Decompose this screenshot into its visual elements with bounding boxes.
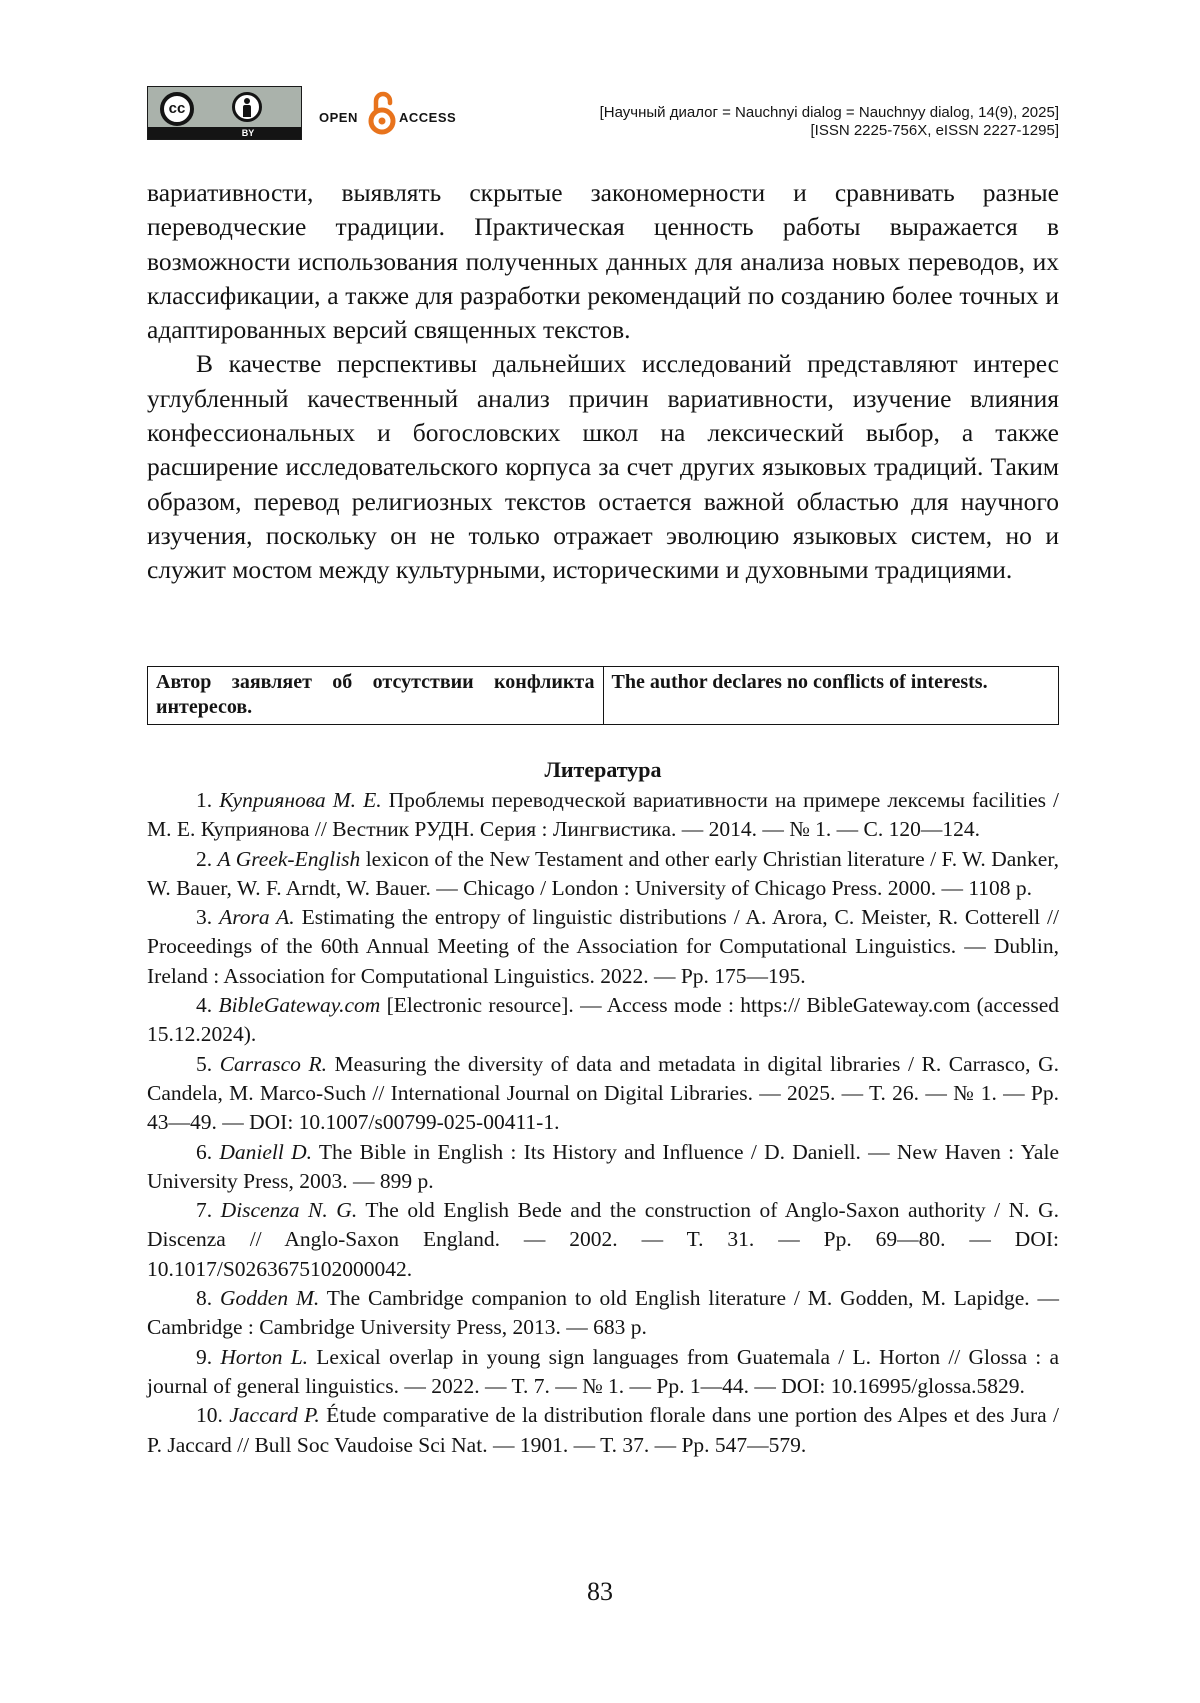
reference-author: Daniell D. [219,1139,313,1164]
open-lock-icon [367,90,397,136]
journal-citation [600,104,1059,140]
paragraph-perspectives: В качестве перспективы дальнейших исследований представляют интерес углубленный качественный анализ причин вариативности, изучение влияния конфессиональных и богословских школ на лексический выбор, а также расширение исследовательского корпуса за счет других языковых традиций. Таким образом, перевод религиозных текстов остается важной областью для научного изучения, поскольку он не только отражает эволюцию языковых систем, но и служит мостом между культурными, историческими и духовными традициями. [147,349,1059,585]
journal-title-line: [Научный диалог = Nauchnyi dialog = Nauchnyy dialog, 14(9), 2025] [599,104,1059,121]
attribution-person-icon [232,92,262,122]
reference-item: 8. Godden M. The Cambridge companion to old English literature / M. Godden, M. Lapidge. — Cambridge : Cambridge University Press, 2013. — 683 p. [147,1286,1059,1340]
body-text [147,176,1059,588]
reference-author: Godden M. [220,1286,320,1311]
conflict-statement-en: The author declares no conflicts of interests. [603,667,1059,724]
reference-author: Jaccard P. [229,1403,320,1428]
page-number: 83 [587,1577,613,1606]
page-header [147,86,1059,142]
open-label: OPEN [319,110,358,125]
reference-author: Discenza N. G. [220,1198,358,1223]
open-access-logo[interactable] [319,88,469,140]
reference-item: 9. Horton L. Lexical overlap in young sign languages from Guatemala / L. Horton // Glossa : a journal of general linguistics. — 2022. — T. 7. — № 1. — Pp. 1—44. — DOI: 10.16995/glossa.5829. [147,1344,1060,1398]
reference-item: 7. Discenza N. G. The old English Bede and the construction of Anglo-Saxon authority / N. G. Discenza // Anglo-Saxon England. — 2002. — T. 31. — Pp. 69—80. — DOI: 10.1017/S0263675102000042. [147,1198,1060,1281]
cc-icon: cc [160,92,194,126]
references-heading: Литература [544,757,662,782]
journal-issn-line: [ISSN 2225-756X, eISSN 2227-1295] [810,122,1059,139]
reference-item: 10. Jaccard P. Étude comparative de la distribution florale dans une portion des Alpes et des Jura / P. Jaccard // Bull Soc Vaudoise Sci Nat. — 1901. — T. 37. — Pp. 547—579. [147,1403,1059,1457]
reference-item: 5. Carrasco R. Measuring the diversity of data and metadata in digital libraries / R. Carrasco, G. Candela, M. Marco-Such // International Journal on Digital Libraries. — 2025. — T. 26. — № 1. — Pp. 43—49. — DOI: 10.1007/s00799-025-00411-1. [147,1051,1059,1135]
reference-item: 4. BibleGateway.com [Electronic resource]. — Access mode : https:// BibleGateway.com (accessed 15.12.2024). [147,993,1059,1047]
reference-item: 3. Arora A. Estimating the entropy of linguistic distributions / A. Arora, C. Meister, R. Cotterell // Proceedings of the 60th Annual Meeting of the Association for Computational Linguistics. — Dublin, Ireland : Association for Computational Linguistics. 2022. — Pp. 175—195. [147,905,1059,988]
reference-item: 2. A Greek-English lexicon of the New Testament and other early Christian literature / F. W. Danker, W. Bauer, W. F. Arndt, W. Bauer. — Chicago / London : University of Chicago Press. 2000. — 1108 p. [147,846,1060,900]
reference-author: A Greek-English [217,846,361,871]
cc-by-license-badge[interactable] [147,86,302,140]
reference-author: Horton L. [220,1344,309,1369]
reference-item: 6. Daniell D. The Bible in English : Its History and Influence / D. Daniell. — New Haven : Yale University Press, 2003. — 899 p. [147,1139,1059,1193]
conflict-statement-ru: Автор заявляет об отсутствии конфликта интересов. [156,671,595,718]
conflict-of-interest-table [147,666,1059,725]
reference-author: BibleGateway.com [218,993,381,1018]
by-label: BY [241,128,255,138]
reference-author: Arora A. [219,905,295,930]
access-label: ACCESS [399,110,457,125]
references-list [147,786,1059,1460]
reference-author: Куприянова М. Е. [219,788,382,812]
reference-item: 1. Куприянова М. Е. Проблемы переводческой вариативности на примере лексемы facilities / М. Е. Куприянова // Вестник РУДН. Серия : Лингвистика. — 2014. — № 1. — С. 120—124. [147,788,1060,842]
paragraph-continuation: вариативности, выявлять скрытые закономерности и сравнивать разные переводческие традиции. Практическая ценность работы выражается в возможности использования полученных данных для анализа новых переводов, их классификации, а также для разработки рекомендаций по созданию более точных и адаптированных версий священных текстов. [147,178,1059,345]
reference-author: Carrasco R. [219,1051,327,1076]
